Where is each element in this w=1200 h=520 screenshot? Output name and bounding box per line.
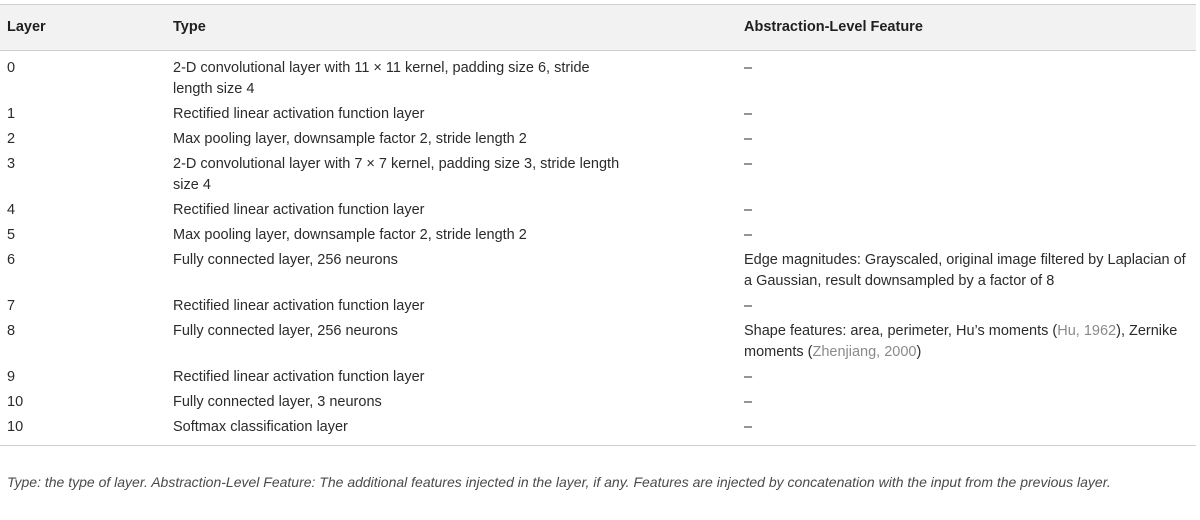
table-row bbox=[0, 127, 1196, 152]
layer-cell: 9 bbox=[7, 369, 16, 385]
table-row bbox=[0, 51, 1196, 103]
table-header bbox=[0, 5, 1196, 51]
type-cell: Fully connected layer, 256 neurons bbox=[173, 323, 398, 339]
table-row bbox=[0, 415, 1196, 446]
header-layer: Layer bbox=[0, 5, 166, 51]
feature-text: ) bbox=[916, 344, 922, 360]
table-row bbox=[0, 390, 1196, 415]
feature-cell: – bbox=[744, 298, 753, 314]
table-row bbox=[0, 294, 1196, 319]
layer-cell: 2 bbox=[7, 131, 16, 147]
table-row bbox=[0, 365, 1196, 390]
citation-link[interactable]: Zhenjiang, 2000 bbox=[812, 344, 917, 360]
type-cell: Rectified linear activation function layer bbox=[173, 202, 425, 218]
table-row bbox=[0, 198, 1196, 223]
layer-cell: 6 bbox=[7, 252, 16, 268]
feature-cell: – bbox=[744, 369, 753, 385]
feature-cell: – bbox=[744, 131, 753, 147]
layer-cell: 10 bbox=[0, 415, 166, 446]
feature-cell: – bbox=[737, 415, 1196, 446]
feature-text: ), Zernike moments ( bbox=[744, 323, 1178, 360]
feature-text: Shape features: area, perimeter, Hu’s moments ( bbox=[744, 323, 1058, 339]
layer-cell: 3 bbox=[7, 156, 16, 172]
feature-cell bbox=[737, 319, 1196, 365]
table-body bbox=[0, 51, 1196, 446]
feature-cell: Edge magnitudes: Grayscaled, original image filtered by Laplacian of a Gaussian, result downsampled by a factor of 8 bbox=[744, 252, 1186, 289]
citation-link[interactable]: Hu, 1962 bbox=[1057, 323, 1117, 339]
header-type: Type bbox=[166, 5, 737, 51]
feature-cell: – bbox=[744, 60, 753, 76]
table-row bbox=[0, 319, 1196, 365]
table-row bbox=[0, 152, 1196, 198]
type-cell: Softmax classification layer bbox=[166, 415, 737, 446]
table-caption: Type: the type of layer. Abstraction-Level Feature: The additional features injected in the layer, if any. Features are injected by concatenation with the input from the previous layer. bbox=[7, 474, 1111, 490]
layer-cell: 7 bbox=[7, 298, 16, 314]
type-cell: Rectified linear activation function layer bbox=[173, 106, 425, 122]
type-cell: Rectified linear activation function layer bbox=[173, 298, 425, 314]
type-cell: Fully connected layer, 3 neurons bbox=[173, 394, 382, 410]
layer-cell: 8 bbox=[7, 323, 16, 339]
layer-cell: 5 bbox=[7, 227, 16, 243]
feature-cell: – bbox=[744, 202, 753, 218]
type-cell: Max pooling layer, downsample factor 2, stride length 2 bbox=[173, 131, 527, 147]
feature-cell: – bbox=[744, 394, 753, 410]
header-feature: Abstraction-Level Feature bbox=[737, 5, 1196, 51]
feature-cell: – bbox=[744, 106, 753, 122]
type-cell: 2-D convolutional layer with 11 × 11 kernel, padding size 6, stride length size 4 bbox=[173, 60, 590, 97]
layers-table bbox=[0, 4, 1196, 446]
layer-cell: 0 bbox=[7, 60, 16, 76]
table-row bbox=[0, 248, 1196, 294]
layer-cell: 1 bbox=[7, 106, 16, 122]
table-row bbox=[0, 102, 1196, 127]
table-row bbox=[0, 223, 1196, 248]
type-cell: Fully connected layer, 256 neurons bbox=[173, 252, 398, 268]
feature-cell: – bbox=[744, 227, 753, 243]
type-cell: Max pooling layer, downsample factor 2, stride length 2 bbox=[173, 227, 527, 243]
header-row bbox=[0, 5, 1196, 51]
layer-cell: 10 bbox=[7, 394, 24, 410]
type-cell: Rectified linear activation function layer bbox=[173, 369, 425, 385]
type-cell: 2-D convolutional layer with 7 × 7 kernel, padding size 3, stride length size 4 bbox=[173, 156, 620, 193]
layer-cell: 4 bbox=[7, 202, 16, 218]
feature-cell: – bbox=[744, 156, 753, 172]
